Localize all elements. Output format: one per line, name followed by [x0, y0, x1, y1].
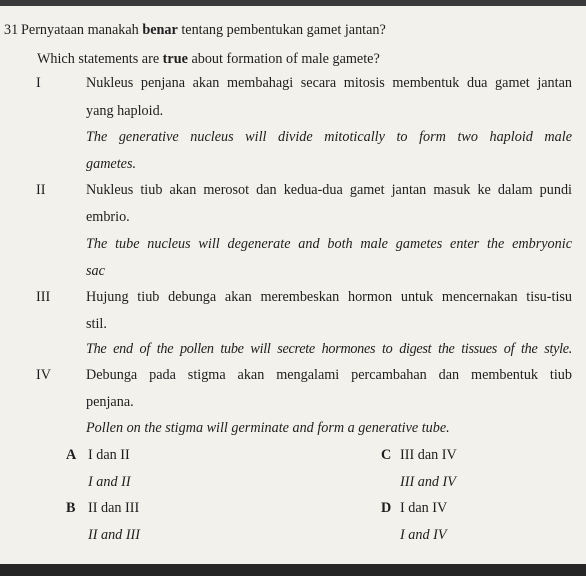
- option-b-ms: II dan III: [88, 500, 140, 516]
- statement-roman-3: III: [36, 289, 51, 305]
- option-c-en: III and IV: [400, 474, 456, 490]
- statement-roman-1: I: [36, 75, 41, 91]
- statement-1-ms-line2: yang haploid.: [86, 103, 164, 119]
- statement-4-en-line1: Pollen on the stigma will germinate and form a generative tube.: [86, 420, 450, 436]
- option-a-en: I and II: [88, 474, 131, 490]
- statement-2-ms-line2: embrio.: [86, 209, 130, 225]
- statement-3-en-line1: The end of the pollen tube will secrete hormones to digest the tissues of the style.: [86, 341, 572, 357]
- option-letter-d: D: [381, 500, 392, 516]
- statement-2-ms-line1: Nukleus tiub akan merosot dan kedua-dua gamet jantan masuk ke dalam pundi: [86, 182, 572, 198]
- statement-roman-4: IV: [36, 367, 51, 383]
- option-d-en: I and IV: [400, 527, 447, 543]
- statement-roman-2: II: [36, 182, 46, 198]
- question-sheet: [0, 6, 586, 564]
- option-letter-c: C: [381, 447, 392, 463]
- question-text-en: Which statements are true about formation of male gamete?: [37, 51, 380, 67]
- emphasis-true: true: [162, 51, 188, 67]
- option-a-ms: I dan II: [88, 447, 130, 463]
- statement-4-ms-line2: penjana.: [86, 394, 134, 410]
- option-b-en: II and III: [88, 527, 140, 543]
- option-letter-b: B: [66, 500, 76, 516]
- statement-1-ms-line1: Nukleus penjana akan membahagi secara mitosis membentuk dua gamet jantan: [86, 75, 572, 91]
- bottom-edge: [0, 564, 586, 576]
- statement-4-ms-line1: Debunga pada stigma akan mengalami percambahan dan membentuk tiub: [86, 367, 572, 383]
- emphasis-benar: benar: [142, 22, 178, 38]
- statement-1-en-line1: The generative nucleus will divide mitotically to form two haploid male: [86, 129, 572, 145]
- option-c-ms: III dan IV: [400, 447, 457, 463]
- statement-1-en-line2: gametes.: [86, 156, 137, 172]
- option-d-ms: I dan IV: [400, 500, 448, 516]
- question-text-ms: Pernyataan manakah benar tentang pembentukan gamet jantan?: [21, 22, 386, 38]
- question-number: 31: [4, 22, 19, 38]
- statement-3-ms-line1: Hujung tiub debunga akan merembeskan hormon untuk mencernakan tisu-tisu: [86, 289, 572, 305]
- statement-2-en-line1: The tube nucleus will degenerate and both male gametes enter the embryonic: [86, 236, 572, 252]
- statement-2-en-line2: sac: [86, 263, 105, 279]
- option-letter-a: A: [66, 447, 77, 463]
- statement-3-ms-line2: stil.: [86, 316, 107, 332]
